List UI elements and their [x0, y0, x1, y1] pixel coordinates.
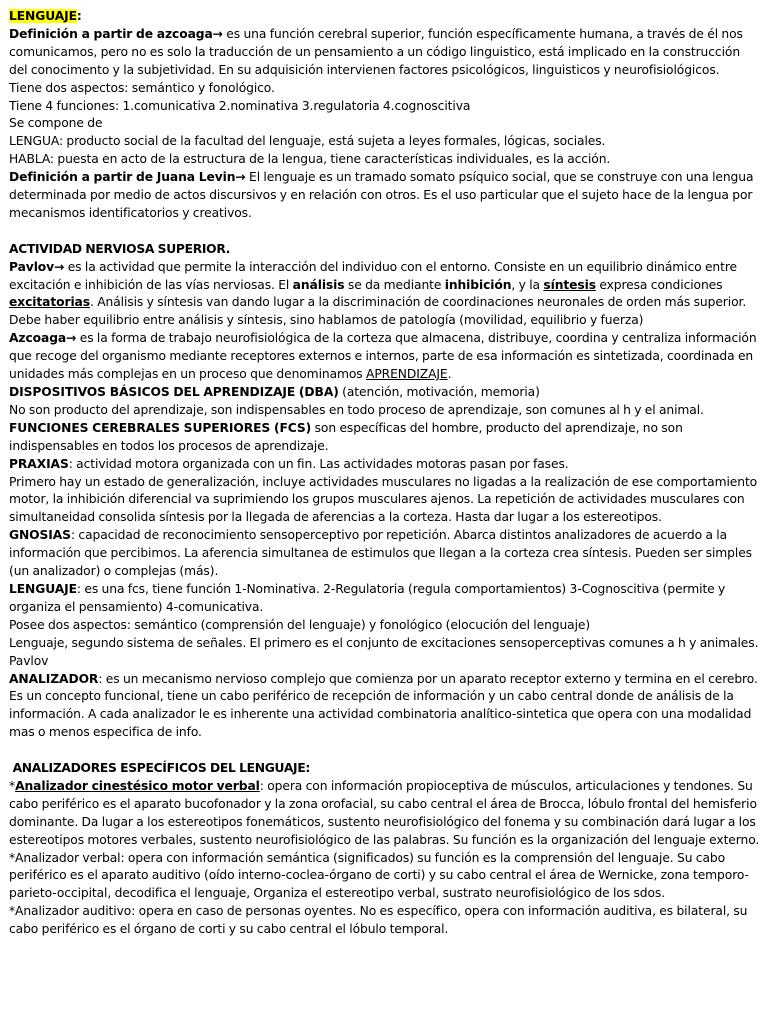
paragraph-azcoaga: [9, 330, 761, 384]
lead-analizador: ANALIZADOR: [9, 671, 99, 686]
text-pavlov-5: . Análisis y síntesis van dando lugar a la discriminación de coordinaciones neuronales de orden más superior. Debe haber equilibrio entre análisis y síntesis, sino hablamos de patología (movilidad, equilibrio y fuerza): [9, 295, 747, 328]
text-analizador: : es un mecanismo nervioso complejo que comienza por un aparato receptor externo y termina en el cerebro. Es un concepto funcional, tiene un cabo periférico de recepción de información y un cabo central donde de análisis de la información. A cada analizador le es inherente una actividad combinatoria analítico-sintetica que opera con una modalidad mas o menos especifica de info.: [9, 671, 758, 740]
text-pavlov-4: expresa condiciones: [595, 277, 723, 292]
paragraph-segundo-sistema: Lenguaje, segundo sistema de señales. El primero es el conjunto de excitaciones sensoperceptivas comunes a h y animales. Pavlov: [9, 635, 759, 668]
paragraph-fcs: [9, 420, 761, 456]
text-pavlov-1: es la actividad que permite la interacción del individuo con el entorno. Consiste en un equilibrio dinámico entre excitación e inhibición de las vías nerviosas. El: [9, 259, 738, 292]
paragraph-funciones: Tiene 4 funciones: 1.comunicativa 2.nominativa 3.regulatoria 4.cognoscitiva: [9, 98, 471, 113]
word-excitatorias: excitatorias: [9, 295, 90, 310]
lead-azcoaga: Azcoaga: [9, 331, 67, 346]
heading-analizadores-especificos: ANALIZADORES ESPECÍFICOS DEL LENGUAJE:: [9, 761, 311, 776]
text-pavlov-3: , y la: [511, 277, 544, 292]
word-sintesis: síntesis: [543, 277, 596, 292]
word-analisis: análisis: [292, 277, 345, 292]
text-azcoaga-2: .: [447, 367, 452, 382]
blank-line: [9, 742, 761, 760]
arrow-right-icon: →: [54, 259, 65, 274]
lead-analizador-cinestesico: Analizador cinestésico motor verbal: [15, 778, 260, 793]
heading-colon: :: [76, 9, 82, 23]
paragraph-pavlov: [9, 259, 761, 331]
paragraph-lenguaje-fcs: [9, 581, 761, 617]
lead-pavlov: Pavlov: [9, 259, 55, 274]
blank-line: [9, 223, 761, 241]
word-inhibicion: inhibición: [444, 277, 512, 292]
paragraph-gnosias: [9, 527, 761, 581]
paragraph-dba-desc: No son producto del aprendizaje, son indispensables en todo proceso de aprendizaje, son comunes al h y el animal.: [9, 402, 704, 417]
text-praxias: : actividad motora organizada con un fin. Las actividades motoras pasan por fases.: [68, 456, 569, 471]
paragraph-dba: [9, 384, 761, 402]
paragraph-praxias-desc: Primero hay un estado de generalización, incluye actividades musculares no ligadas a la realización de ese comportamiento motor, la inhibición diferencial va suprimiendo los grupos musculares ajenos. La repetición de actividades musculares con simultaneidad consolida síntesis por la llegada de aferencias a la corteza. Hasta dar lugar a los estereotipos.: [9, 474, 758, 525]
text-lenguaje: : es una fcs, tiene función 1-Nominativa. 2-Regulatoria (regula comportamientos) 3-Cognoscitiva (permite y organiza el pensamiento) 4-comunicativa.: [9, 581, 726, 614]
text-azcoaga-1: es la forma de trabajo neurofisiológica de la corteza que almacena, distribuye, coordina y centraliza información que recoge del organismo mediante receptores externos e internos, parte de esa información es sintetizada, coordinada en unidades más complejas en un proceso que denominamos: [9, 331, 757, 382]
paragraph-lenguaje-title: [9, 8, 761, 26]
arrow-right-icon: →: [235, 170, 246, 185]
paragraph-def-azcoaga: [9, 26, 761, 80]
paragraph-analizador-cinestesico: [9, 778, 761, 850]
paragraph-se-compone: Se compone de: [9, 116, 103, 131]
paragraph-praxias: [9, 456, 761, 474]
word-aprendizaje: APRENDIZAJE: [366, 367, 448, 382]
text-fcs: son específicas del hombre, producto del aprendizaje, no son indispensables en todos los procesos de aprendizaje.: [9, 420, 683, 453]
paragraph-analizador-verbal: *Analizador verbal: opera con información semántica (significados) su función es la comprensión del lenguaje. Su cabo periférico es el aparato auditivo (oído interno-coclea-órgano de corti) y su cabo central el área de Wernicke, zona temporo-parieto-occipital, decodifica el lenguaje, Organiza el estereotipo verbal, sustrato neurofisiológico de los sdos.: [9, 850, 749, 901]
paragraph-def-levin: [9, 169, 761, 223]
text-dba: (atención, motivación, memoria): [338, 385, 540, 400]
paragraph-posee-aspectos: Posee dos aspectos: semántico (comprensión del lenguaje) y fonológico (elocución del lenguaje): [9, 617, 591, 632]
lead-fcs: FUNCIONES CEREBRALES SUPERIORES (FCS): [9, 420, 312, 435]
document-body: [9, 8, 761, 939]
heading-actividad-nerviosa: ACTIVIDAD NERVIOSA SUPERIOR.: [9, 241, 231, 256]
paragraph-analizador-auditivo: *Analizador auditivo: opera en caso de personas oyentes. No es específico, opera con información auditiva, es bilateral, su cabo periférico es el órgano de corti y su cabo central el lóbulo temporal.: [9, 904, 748, 937]
lead-gnosias: GNOSIAS: [9, 528, 71, 543]
text-def-levin: El lenguaje es un tramado somato psíquico social, que se construye con una lengua determinada por medio de actos discursivos y en relación con otros. Es el uso particular que el sujeto hace de la lengua por mecanismos identificatorios y creativos.: [9, 170, 754, 220]
paragraph-aspectos: Tiene dos aspectos: semántico y fonológico.: [9, 80, 275, 95]
paragraph-lengua: LENGUA: producto social de la facultad del lenguaje, está sujeta a leyes formales, lógicas, sociales.: [9, 134, 606, 149]
paragraph-habla: HABLA: puesta en acto de la estructura de la lengua, tiene características individuales, es la acción.: [9, 152, 611, 167]
lead-praxias: PRAXIAS: [9, 456, 69, 471]
paragraph-analizador: [9, 671, 761, 743]
lead-dba: DISPOSITIVOS BÁSICOS DEL APRENDIZAJE (DBA): [9, 385, 339, 400]
heading-lenguaje: LENGUAJE: [9, 9, 77, 23]
lead-lenguaje: LENGUAJE: [9, 581, 77, 596]
text-analizador-cinestesico: : opera con información propioceptiva de músculos, articulaciones y tendones. Su cabo periférico es el aparato bucofonador y la zona orofacial, su cabo central el área de Brocca, lóbulo frontal del hemisferio dominante. Da lugar a los estereotipos fonemáticos, sustento neurofisiológico del fonema y su combinación dará lugar a los estereotipos motores verbales, sustento neurofisiológico de las palabras. Su función es la organización del lenguaje externo.: [9, 778, 760, 847]
lead-def-azcoaga: Definición a partir de azcoaga: [9, 26, 213, 41]
text-pavlov-2: se da mediante: [344, 277, 445, 292]
lead-def-levin: Definición a partir de Juana Levin: [9, 170, 236, 185]
arrow-right-icon: →: [212, 26, 223, 41]
bullet-star: *: [9, 778, 16, 793]
text-gnosias: : capacidad de reconocimiento sensoperceptivo por repetición. Abarca distintos analizadores de acuerdo a la información que percibimos. La aferencia simultanea de estimulos que llegan a la corteza crea síntesis. Pueden ser simples (un analizador) o complejas (más).: [9, 528, 752, 579]
text-def-azcoaga: es una función cerebral superior, función específicamente humana, a través de él nos comunicamos, pero no es solo la traducción de un pensamiento a un código linguistico, está implicado en la construcción del conocimento y la subjetividad. En su adquisición intervienen factores psicológicos, linguisticos y neurofisiológicos.: [9, 26, 743, 77]
arrow-right-icon: →: [66, 331, 77, 346]
